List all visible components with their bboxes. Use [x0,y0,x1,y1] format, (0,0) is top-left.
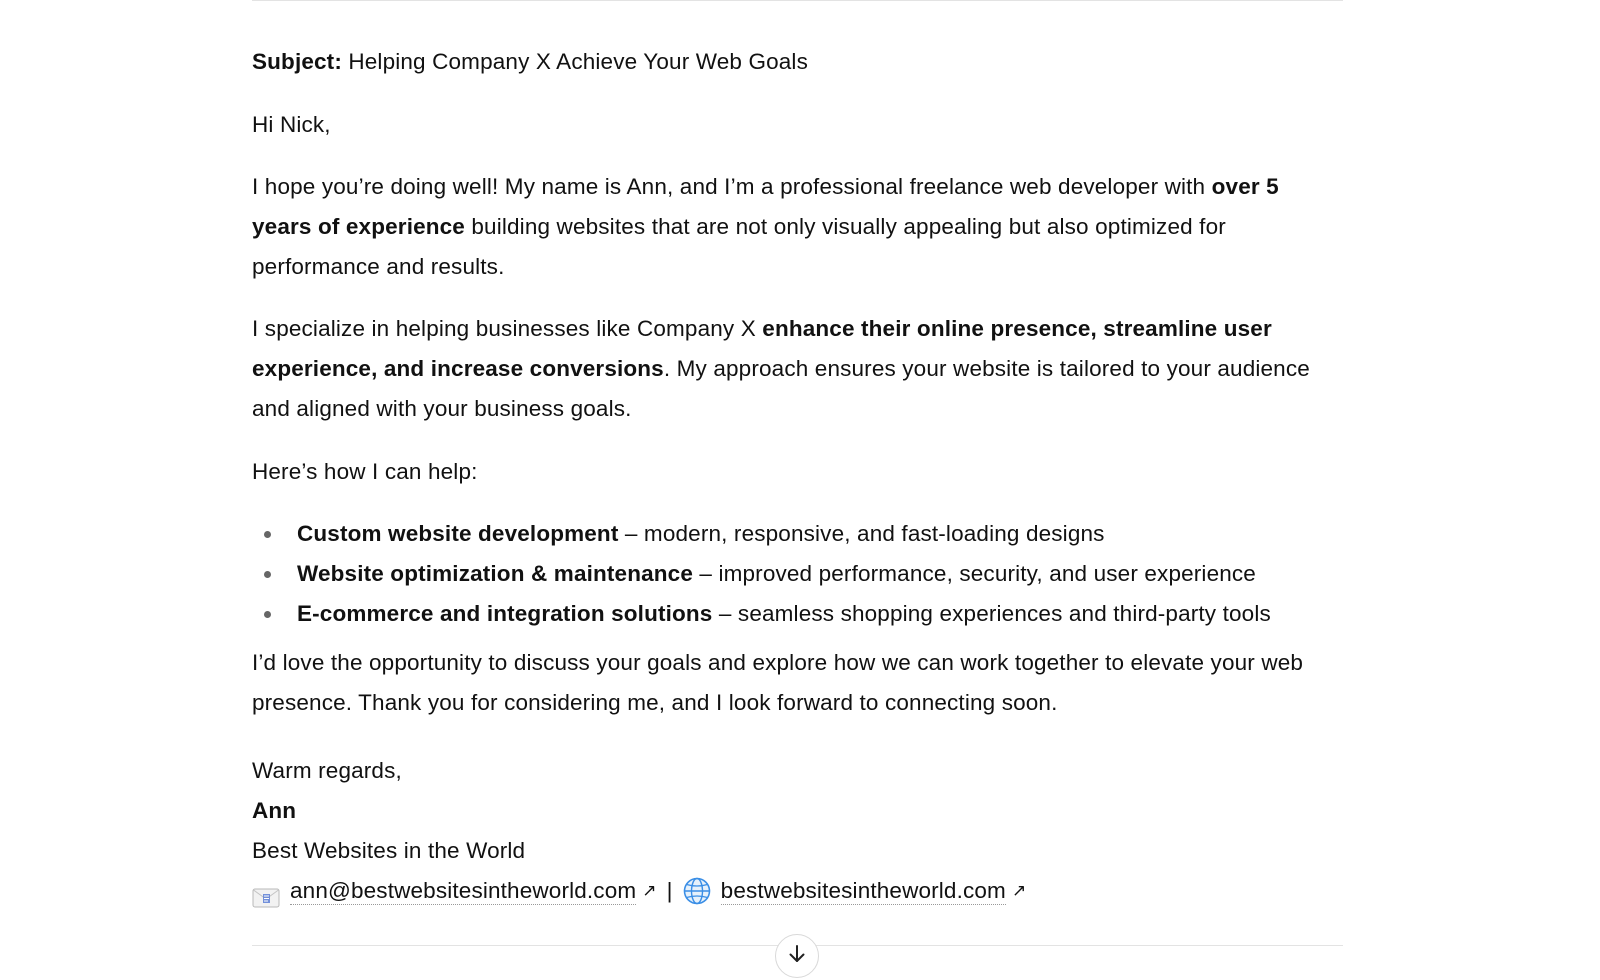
scroll-to-bottom-button[interactable] [775,934,819,978]
external-link-icon[interactable]: ↗ [642,881,657,900]
intro-highlight: over 5 years of experience [252,174,1279,239]
services-list [252,514,1271,634]
specialty-highlight: enhance their online presence, streamline user experience, and increase conversions [252,316,1272,381]
signature-name [252,791,296,831]
service-desc: – seamless shopping experiences and third-party tools [712,601,1271,626]
envelope-icon [252,881,280,901]
bullet-icon [264,531,271,538]
service-title: E-commerce and integration solutions [297,601,713,626]
subject-text: Helping Company X Achieve Your Web Goals [341,49,808,74]
service-title: Website optimization & maintenance [297,561,693,586]
bullet-icon [264,611,271,618]
intro-paragraph [252,167,1343,287]
signature-name-text: Ann [252,798,297,823]
list-item [252,554,1271,594]
globe-icon [683,877,711,905]
closing-paragraph: I’d love the opportunity to discuss your goals and explore how we can work together to elevate your web presence. Thank you for considering me, and I look forward to connecting soon. [252,650,1304,715]
email-link[interactable]: ann@bestwebsitesintheworld.com [290,877,637,903]
intro-text-start: I hope you’re doing well! My name is Ann, and I’m a professional freelance web developer with [252,174,1212,199]
service-title: Custom website development [297,521,619,546]
list-item [252,594,1271,634]
service-desc: – improved performance, security, and user experience [693,561,1256,586]
signature-company: Best Websites in the World [252,838,526,863]
signature-contact [252,871,1034,911]
arrow-down-icon [786,943,808,970]
help-intro: Here’s how I can help: [252,459,478,484]
intro-text-end: building websites that are not only visually appealing but also optimized for performance and results. [252,214,1226,279]
greeting: Hi Nick, [252,112,331,137]
contact-separator: | [666,878,673,903]
specialty-paragraph [252,309,1343,429]
top-divider [252,0,1343,1]
subject-label: Subject: [252,49,342,74]
bullet-icon [264,571,271,578]
subject-line [252,42,808,82]
specialty-text-start: I specialize in helping businesses like Company X [252,316,763,341]
external-link-icon[interactable]: ↗ [1011,881,1027,900]
list-item [252,514,1271,554]
service-desc: – modern, responsive, and fast-loading designs [618,521,1105,546]
specialty-text-end: . My approach ensures your website is tailored to your audience and aligned with your business goals. [252,356,1310,421]
website-link[interactable]: bestwebsitesintheworld.com [720,877,1006,903]
signoff: Warm regards, [252,758,402,783]
